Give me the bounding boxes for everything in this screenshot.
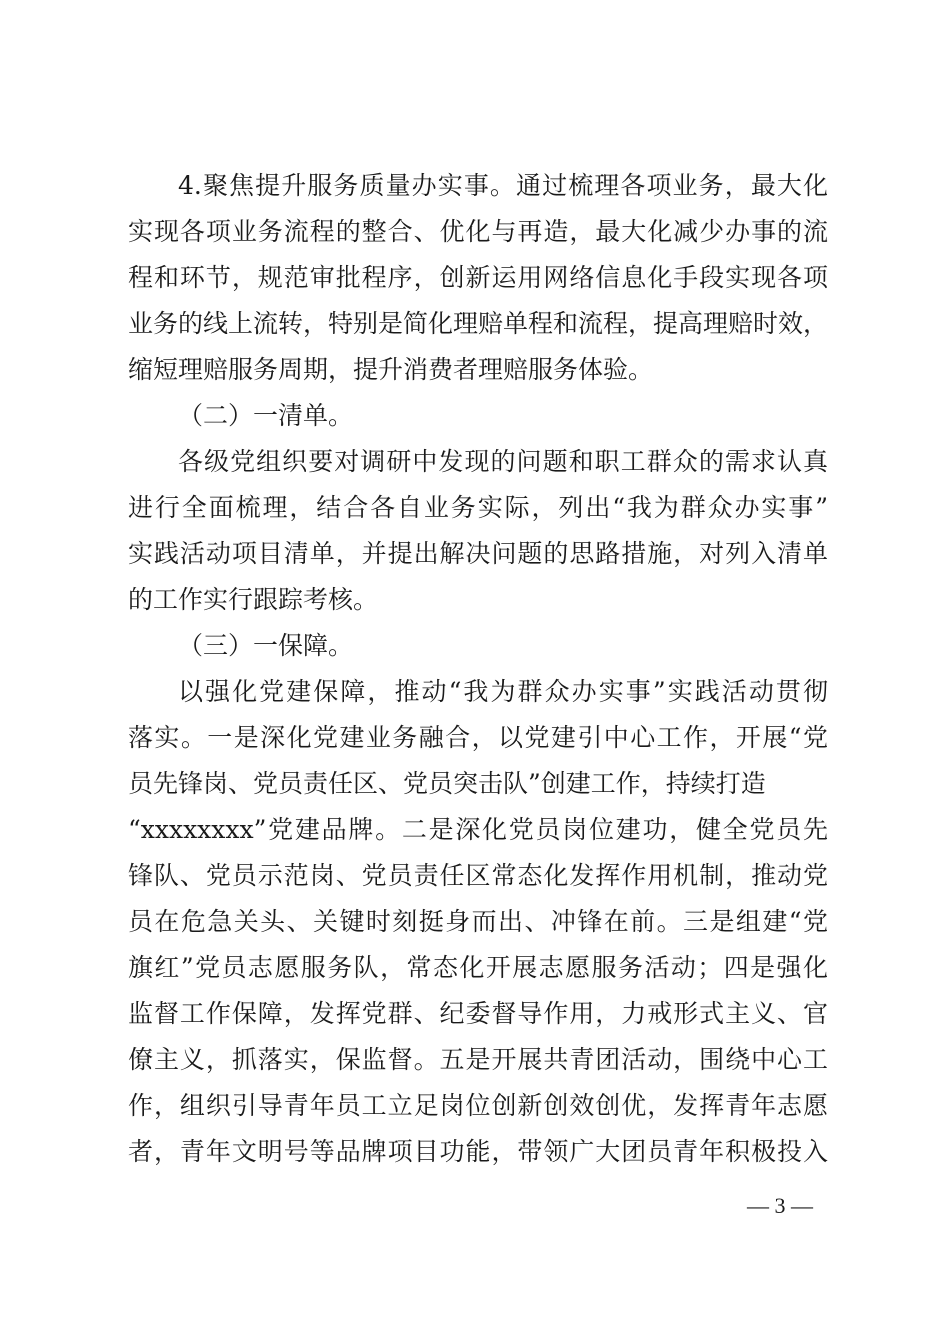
section-heading: （二）一清单。 (178, 401, 354, 430)
paragraph-line: 落实。一是深化党建业务融合，以党建引中心工作，开展“党 (128, 723, 828, 752)
paragraph-line: 实现各项业务流程的整合、优化与再造，最大化减少办事的流 (128, 217, 828, 246)
paragraph-line: “xxxxxxxx”党建品牌。二是深化党员岗位建功，健全党员先 (128, 815, 828, 844)
paragraph-line: 监督工作保障，发挥党群、纪委督导作用，力戒形式主义、官 (128, 999, 828, 1028)
paragraph-line: 旗红”党员志愿服务队，常态化开展志愿服务活动；四是强化 (128, 953, 828, 982)
paragraph-line: 员在危急关头、关键时刻挺身而出、冲锋在前。三是组建“党 (128, 907, 828, 936)
paragraph-line: 作，组织引导青年员工立足岗位创新创效创优，发挥青年志愿 (128, 1091, 828, 1120)
paragraph-line: 员先锋岗、党员责任区、党员突击队”创建工作，持续打造 (128, 769, 766, 798)
paragraph-line: 各级党组织要对调研中发现的问题和职工群众的需求认真 (178, 447, 828, 476)
paragraph-line: 程和环节，规范审批程序，创新运用网络信息化手段实现各项 (128, 263, 828, 292)
paragraph-line: 4.聚焦提升服务质量办实事。通过梳理各项业务，最大化 (178, 171, 828, 200)
paragraph-line: 锋队、党员示范岗、党员责任区常态化发挥作用机制，推动党 (128, 861, 828, 890)
paragraph-line: 的工作实行跟踪考核。 (128, 585, 379, 614)
paragraph-line: 进行全面梳理，结合各自业务实际，列出“我为群众办实事” (128, 493, 828, 522)
paragraph-line: 以强化党建保障，推动“我为群众办实事”实践活动贯彻 (178, 677, 828, 706)
paragraph-line: 业务的线上流转，特别是简化理赔单程和流程，提高理赔时效， (128, 309, 829, 338)
paragraph-line: 缩短理赔服务周期，提升消费者理赔服务体验。 (128, 355, 654, 384)
section-heading: （三）一保障。 (178, 631, 354, 660)
paragraph-line: 僚主义，抓落实，保监督。五是开展共青团活动，围绕中心工 (128, 1045, 828, 1074)
page-number: — 3 — (747, 1193, 813, 1218)
paragraph-line: 者，青年文明号等品牌项目功能，带领广大团员青年积极投入 (128, 1137, 828, 1166)
paragraph-line: 实践活动项目清单，并提出解决问题的思路措施，对列入清单 (128, 539, 828, 568)
